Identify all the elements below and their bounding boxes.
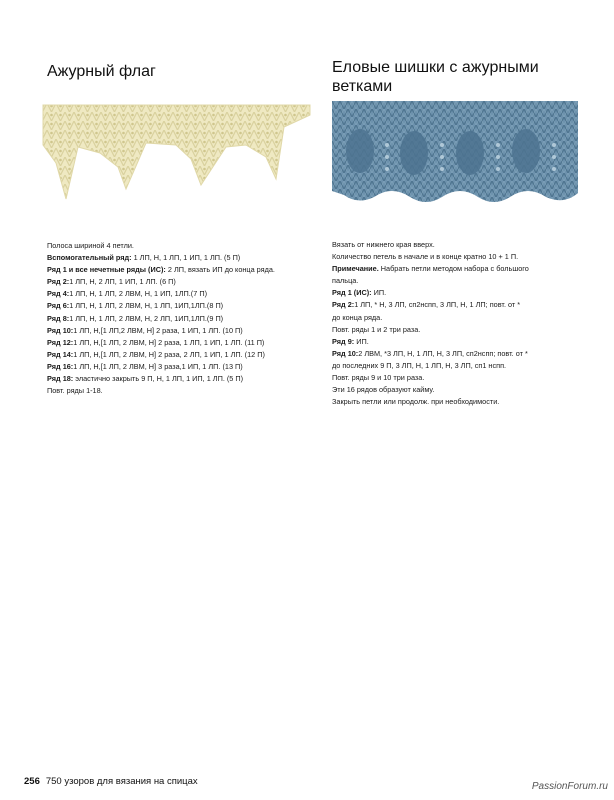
instruction-line: Количество петель в начале и в конце кратно 10 + 1 П. [332, 252, 519, 262]
pine-cone-lace-photo [332, 101, 578, 207]
watermark: PassionForum.ru [531, 781, 608, 792]
instruction-line: Ряд 18: эластично закрыть 9 П, Н, 1 ЛП, 1 ИП, 1 ЛП. (5 П) [47, 374, 244, 384]
instruction-line: Ряд 2:1 ЛП, Н, 2 ЛП, 1 ИП, 1 ЛП. (6 П) [47, 277, 176, 287]
page-footer [24, 776, 198, 787]
instruction-line: Вязать от нижнего края вверх. [332, 240, 435, 249]
title-line: Еловые шишки с ажурными [332, 59, 539, 76]
left-instructions [47, 240, 275, 397]
right-instructions [332, 239, 529, 408]
lace-flag-photo [38, 103, 314, 205]
instruction-line: Примечание. Набрать петли методом набора с большого [332, 264, 529, 274]
instruction-line: Закрыть петли или продолж. при необходимости. [332, 397, 500, 407]
instruction-line: Ряд 14:1 ЛП, Н,[1 ЛП, 2 ЛВМ, Н] 2 раза, 2 ЛП, 1 ИП, 1 ЛП. (12 П) [47, 349, 265, 359]
instruction-line: Вспомогательный ряд: 1 ЛП, Н, 1 ЛП, 1 ИП, 1 ЛП. (5 П) [47, 253, 241, 263]
instruction-line: Полоса шириной 4 петли. [47, 241, 134, 250]
page-number: 256 [24, 776, 40, 787]
instruction-line: Повт. ряды 9 и 10 три раза. [332, 373, 425, 383]
instruction-line: Ряд 2:1 ЛП, * Н, 3 ЛП, сп2нспп, 3 ЛП, Н, 1 ЛП; повт. от * [332, 300, 521, 310]
instruction-line: Повт. ряды 1-18. [47, 386, 103, 396]
instruction-line: Ряд 10:1 ЛП, Н,[1 ЛП,2 ЛВМ, Н] 2 раза, 1 ИП, 1 ЛП. (10 П) [47, 325, 243, 335]
instruction-line: до конца ряда. [332, 312, 383, 322]
title-line: ветками [332, 78, 393, 95]
instruction-line: Ряд 1 и все нечетные ряды (ИС): 2 ЛП, вязать ИП до конца ряда. [47, 265, 275, 275]
left-pattern-title: Ажурный флаг [47, 63, 156, 80]
instruction-line: Ряд 9: ИП. [332, 336, 369, 346]
instruction-line: Ряд 10:2 ЛВМ, *3 ЛП, Н, 1 ЛП, Н, 3 ЛП, сп2нспп; повт. от * [332, 348, 528, 358]
instruction-line: Повт. ряды 1 и 2 три раза. [332, 324, 421, 334]
instruction-line: Ряд 12:1 ЛП, Н,[1 ЛП, 2 ЛВМ, Н] 2 раза, 1 ЛП, 1 ИП, 1 ЛП. (11 П) [47, 337, 265, 347]
book-title: 750 узоров для вязания на спицах [45, 776, 198, 787]
instruction-line: Ряд 1 (ИС): ИП. [332, 288, 387, 298]
right-pattern-title [332, 58, 539, 96]
instruction-line: Ряд 6:1 ЛП, Н, 1 ЛП, 2 ЛВМ, Н, 1 ЛП, 1ИП,1ЛП.(8 П) [47, 301, 224, 311]
instruction-line: Ряд 16:1 ЛП, Н,[1 ЛП, 2 ЛВМ, Н] 3 раза,1 ИП, 1 ЛП. (13 П) [47, 361, 243, 371]
instruction-line: Ряд 8:1 ЛП, Н, 1 ЛП, 2 ЛВМ, Н, 2 ЛП, 1ИП,1ЛП.(9 П) [47, 313, 224, 323]
instruction-line: пальца. [332, 276, 359, 286]
instruction-line: до последних 9 П, 3 ЛП, Н, 1 ЛП, Н, 3 ЛП, сп1 нспп. [332, 360, 507, 370]
instruction-line: Ряд 4:1 ЛП, Н, 1 ЛП, 2 ЛВМ, Н, 1 ИП, 1ЛП.(7 П) [47, 289, 207, 299]
instruction-line: Эти 16 рядов образуют кайму. [332, 385, 435, 395]
